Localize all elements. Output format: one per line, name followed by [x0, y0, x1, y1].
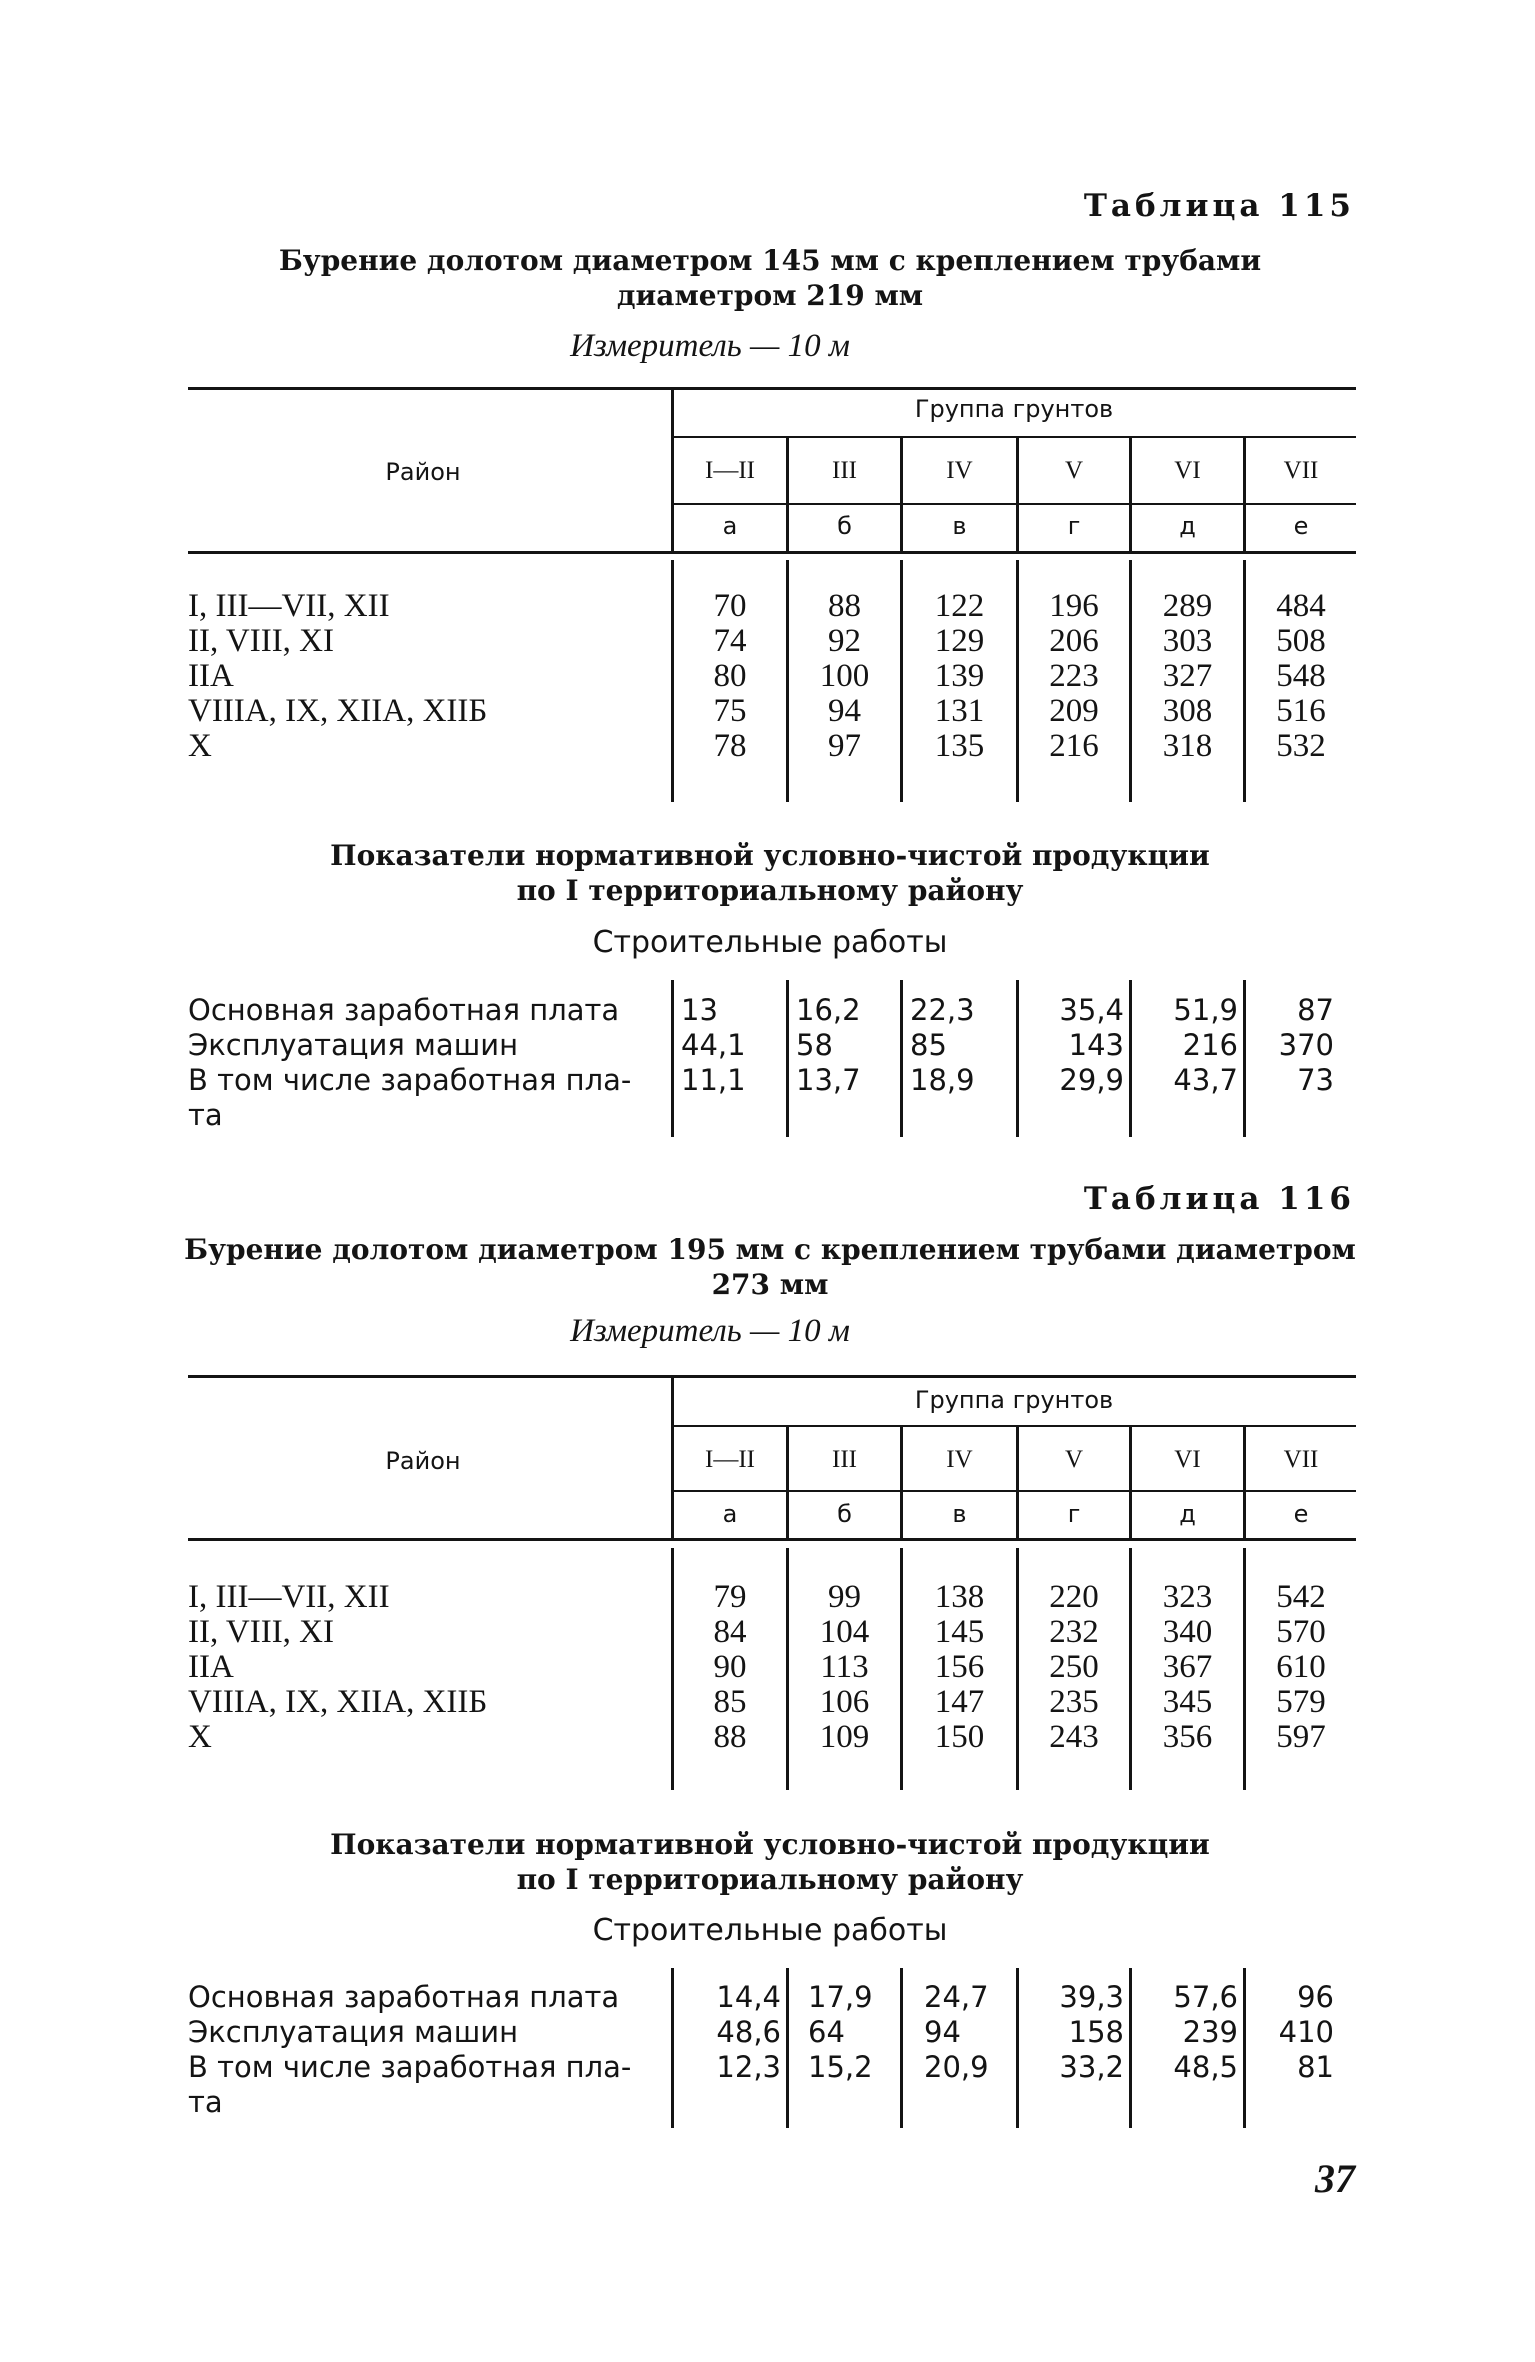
indicator-value: 48,6: [716, 2015, 781, 2049]
indicator-col-e: [1246, 1980, 1334, 2085]
indicator-value: 11,1: [681, 1063, 746, 1097]
value-cell: 250: [1049, 1649, 1099, 1685]
value-cell: 145: [934, 1614, 985, 1650]
value-cell: 356: [1162, 1719, 1213, 1755]
indicator-value: 35,4: [1059, 993, 1124, 1027]
region-header: Район: [385, 458, 461, 486]
col-letter: а: [722, 512, 738, 540]
col-v-values: [903, 1580, 1016, 1755]
caption-line: Бурение долотом диаметром 145 мм с креплением трубами: [278, 244, 1262, 277]
region-name: VIIIA, IX, XIIA, XIIБ: [188, 693, 488, 729]
table-116-label: Таблица 116: [1083, 1181, 1355, 1217]
indicator-value: 12,3: [716, 2050, 781, 2084]
col-letter: а: [722, 1500, 738, 1528]
indicator-name: В том числе заработная пла-: [188, 2050, 632, 2084]
value-cell: 232: [1049, 1614, 1099, 1650]
indicator-value: 24,7: [924, 1980, 989, 2014]
value-cell: 323: [1162, 1579, 1213, 1615]
table-115-caption: [180, 243, 1360, 313]
col-letter: г: [1067, 1500, 1081, 1528]
value-cell: 88: [713, 1719, 747, 1755]
value-cell: 340: [1162, 1614, 1213, 1650]
value-cell: 206: [1049, 623, 1099, 659]
value-cell: 220: [1049, 1579, 1099, 1615]
value-cell: 147: [934, 1684, 985, 1720]
value-cell: 113: [820, 1649, 869, 1685]
value-cell: 109: [819, 1719, 870, 1755]
value-cell: 289: [1162, 588, 1213, 624]
value-cell: 75: [713, 693, 747, 729]
caption-line: диаметром 219 мм: [616, 279, 924, 312]
value-cell: 122: [934, 588, 985, 624]
value-cell: 318: [1162, 728, 1213, 764]
indicator-value: 33,2: [1059, 2050, 1124, 2084]
value-cell: 150: [934, 1719, 985, 1755]
value-cell: 80: [713, 658, 747, 694]
value-cell: 104: [819, 1614, 870, 1650]
indicators-115-subtitle: Строительные работы: [592, 925, 948, 960]
col-e-values: [1246, 1580, 1356, 1755]
indicator-value: 143: [1068, 1028, 1124, 1062]
col-header: III: [832, 457, 857, 484]
indicator-col-a: [681, 1980, 781, 2085]
table-116-measure: Измеритель — 10 м: [570, 1313, 850, 1349]
value-cell: 484: [1276, 588, 1326, 624]
col-header: V: [1064, 457, 1084, 484]
table-115-label: Таблица 115: [1083, 188, 1355, 224]
value-cell: 610: [1276, 1649, 1326, 1685]
caption-line: Бурение долотом диаметром 195 мм с креплением трубами диаметром: [184, 1233, 1356, 1266]
col-a-values: [674, 1580, 786, 1755]
value-cell: 100: [819, 658, 870, 694]
indicator-value: 370: [1278, 1028, 1334, 1062]
col-header: VI: [1174, 1446, 1201, 1473]
indicator-name: В том числе заработная пла-: [188, 1063, 632, 1097]
indicator-col-d: [1138, 993, 1238, 1098]
value-cell: 196: [1049, 588, 1099, 624]
col-a-values: [674, 589, 786, 764]
value-cell: 579: [1276, 1684, 1326, 1720]
value-cell: 106: [819, 1684, 870, 1720]
indicator-value: 81: [1297, 2050, 1334, 2084]
indicator-col-v: [910, 993, 1010, 1098]
col-e-values: [1246, 589, 1356, 764]
value-cell: 84: [713, 1614, 747, 1650]
indicator-col-g: [1024, 993, 1124, 1098]
indicator-col-d: [1138, 1980, 1238, 2085]
col-letter: г: [1067, 512, 1081, 540]
indicator-value: 87: [1297, 993, 1334, 1027]
indicator-name: Основная заработная плата: [188, 993, 620, 1027]
indicator-value: 158: [1068, 2015, 1124, 2049]
indicator-value: 39,3: [1059, 1980, 1124, 2014]
value-cell: 209: [1049, 693, 1099, 729]
value-cell: 70: [713, 588, 747, 624]
indicator-value: 14,4: [716, 1980, 781, 2014]
col-letter: в: [952, 1500, 967, 1528]
indicator-value: 15,2: [808, 2050, 873, 2084]
value-cell: 235: [1049, 1684, 1099, 1720]
value-cell: 516: [1276, 693, 1326, 729]
indicator-value: 58: [796, 1028, 833, 1062]
value-cell: 542: [1276, 1579, 1326, 1615]
indicator-value: 64: [808, 2015, 845, 2049]
value-cell: 79: [713, 1579, 747, 1615]
indicator-value: 73: [1297, 1063, 1334, 1097]
value-cell: 597: [1276, 1719, 1326, 1755]
col-b-values: [789, 589, 900, 764]
value-cell: 156: [934, 1649, 985, 1685]
col-header: IV: [946, 1446, 973, 1473]
indicators-title-line: Показатели нормативной условно-чистой продукции: [330, 839, 1210, 872]
value-cell: 97: [828, 728, 861, 764]
indicator-value: 94: [924, 2015, 961, 2049]
soil-group-header: Группа грунтов: [914, 1386, 1114, 1414]
indicator-col-b: [808, 1980, 898, 2085]
indicators-title-line: Показатели нормативной условно-чистой продукции: [330, 1828, 1210, 1861]
region-name: X: [188, 1719, 212, 1755]
value-cell: 92: [828, 623, 861, 659]
col-header: III: [832, 1446, 857, 1473]
indicator-names: [188, 1980, 668, 2120]
region-name: IIA: [188, 658, 234, 694]
indicator-name: та: [188, 2085, 223, 2119]
value-cell: 508: [1276, 623, 1326, 659]
value-cell: 216: [1049, 728, 1099, 764]
indicator-value: 48,5: [1173, 2050, 1238, 2084]
indicator-names: [188, 993, 668, 1133]
value-cell: 345: [1162, 1684, 1213, 1720]
region-name: VIIIA, IX, XIIA, XIIБ: [188, 1684, 488, 1720]
col-d-values: [1132, 1580, 1243, 1755]
indicator-value: 20,9: [924, 2050, 989, 2084]
col-header: VII: [1283, 1446, 1319, 1473]
indicator-value: 44,1: [681, 1028, 746, 1062]
indicator-value: 85: [910, 1028, 947, 1062]
value-cell: 570: [1276, 1614, 1326, 1650]
region-name: II, VIII, XI: [188, 1614, 335, 1650]
indicator-col-e: [1246, 993, 1334, 1098]
value-cell: 85: [713, 1684, 747, 1720]
col-letter: е: [1293, 512, 1309, 540]
indicator-value: 216: [1182, 1028, 1238, 1062]
indicator-value: 13: [681, 993, 718, 1027]
indicator-value: 239: [1182, 2015, 1238, 2049]
value-cell: 308: [1162, 693, 1213, 729]
caption-line: 273 мм: [711, 1268, 829, 1301]
region-name: X: [188, 728, 212, 764]
value-cell: 129: [934, 623, 985, 659]
soil-group-header: Группа грунтов: [914, 395, 1114, 423]
indicator-col-b: [796, 993, 896, 1098]
col-header: VII: [1283, 457, 1319, 484]
value-cell: 99: [828, 1579, 861, 1615]
value-cell: 532: [1276, 728, 1326, 764]
col-header: I—II: [705, 457, 755, 484]
col-letter: б: [837, 512, 852, 540]
col-letter: в: [952, 512, 967, 540]
region-list: [188, 589, 658, 764]
value-cell: 139: [934, 658, 985, 694]
col-header: VI: [1174, 457, 1201, 484]
region-name: I, III—VII, XII: [188, 1579, 390, 1615]
region-name: IIA: [188, 1649, 234, 1685]
indicator-value: 18,9: [910, 1063, 975, 1097]
value-cell: 90: [713, 1649, 747, 1685]
col-g-values: [1019, 589, 1129, 764]
value-cell: 327: [1162, 658, 1213, 694]
table-116-caption: [180, 1232, 1360, 1302]
col-header: I—II: [705, 1446, 755, 1473]
indicators-116-title: [180, 1827, 1360, 1897]
col-g-values: [1019, 1580, 1129, 1755]
indicator-name: Эксплуатация машин: [188, 2015, 519, 2049]
col-b-values: [789, 1580, 900, 1755]
indicators-title-line: по I территориальному району: [516, 1863, 1024, 1896]
indicator-value: 57,6: [1173, 1980, 1238, 2014]
indicator-col-v: [924, 1980, 1014, 2085]
indicator-value: 13,7: [796, 1063, 861, 1097]
value-cell: 131: [934, 693, 985, 729]
table-115-measure: Измеритель — 10 м: [570, 328, 850, 364]
indicator-col-a: [681, 993, 781, 1098]
col-letter: д: [1179, 512, 1196, 540]
col-d-values: [1132, 589, 1243, 764]
value-cell: 548: [1276, 658, 1326, 694]
col-letter: е: [1293, 1500, 1309, 1528]
col-header: V: [1064, 1446, 1084, 1473]
value-cell: 94: [828, 693, 861, 729]
indicator-value: 29,9: [1059, 1063, 1124, 1097]
region-name: I, III—VII, XII: [188, 588, 390, 624]
indicator-value: 17,9: [808, 1980, 873, 2014]
indicator-value: 410: [1278, 2015, 1334, 2049]
indicators-116-subtitle: Строительные работы: [592, 1913, 948, 1948]
region-header: Район: [385, 1447, 461, 1475]
value-cell: 135: [934, 728, 985, 764]
page-number: 37: [1315, 2156, 1355, 2201]
value-cell: 78: [713, 728, 747, 764]
col-letter: б: [837, 1500, 852, 1528]
indicator-name: та: [188, 1098, 223, 1132]
indicator-value: 22,3: [910, 993, 975, 1027]
value-cell: 74: [713, 623, 747, 659]
region-list: [188, 1580, 658, 1755]
value-cell: 88: [828, 588, 861, 624]
value-cell: 303: [1162, 623, 1213, 659]
col-letter: д: [1179, 1500, 1196, 1528]
value-cell: 138: [934, 1579, 985, 1615]
indicator-value: 43,7: [1173, 1063, 1238, 1097]
region-name: II, VIII, XI: [188, 623, 335, 659]
indicator-value: 96: [1297, 1980, 1334, 2014]
indicator-col-g: [1024, 1980, 1124, 2085]
value-cell: 243: [1049, 1719, 1099, 1755]
indicator-name: Основная заработная плата: [188, 1980, 620, 2014]
indicator-name: Эксплуатация машин: [188, 1028, 519, 1062]
value-cell: 223: [1049, 658, 1099, 694]
indicators-title-line: по I территориальному району: [516, 874, 1024, 907]
col-header: IV: [946, 457, 973, 484]
indicators-115-title: [180, 838, 1360, 908]
indicator-value: 51,9: [1173, 993, 1238, 1027]
value-cell: 367: [1162, 1649, 1213, 1685]
col-v-values: [903, 589, 1016, 764]
indicator-value: 16,2: [796, 993, 861, 1027]
